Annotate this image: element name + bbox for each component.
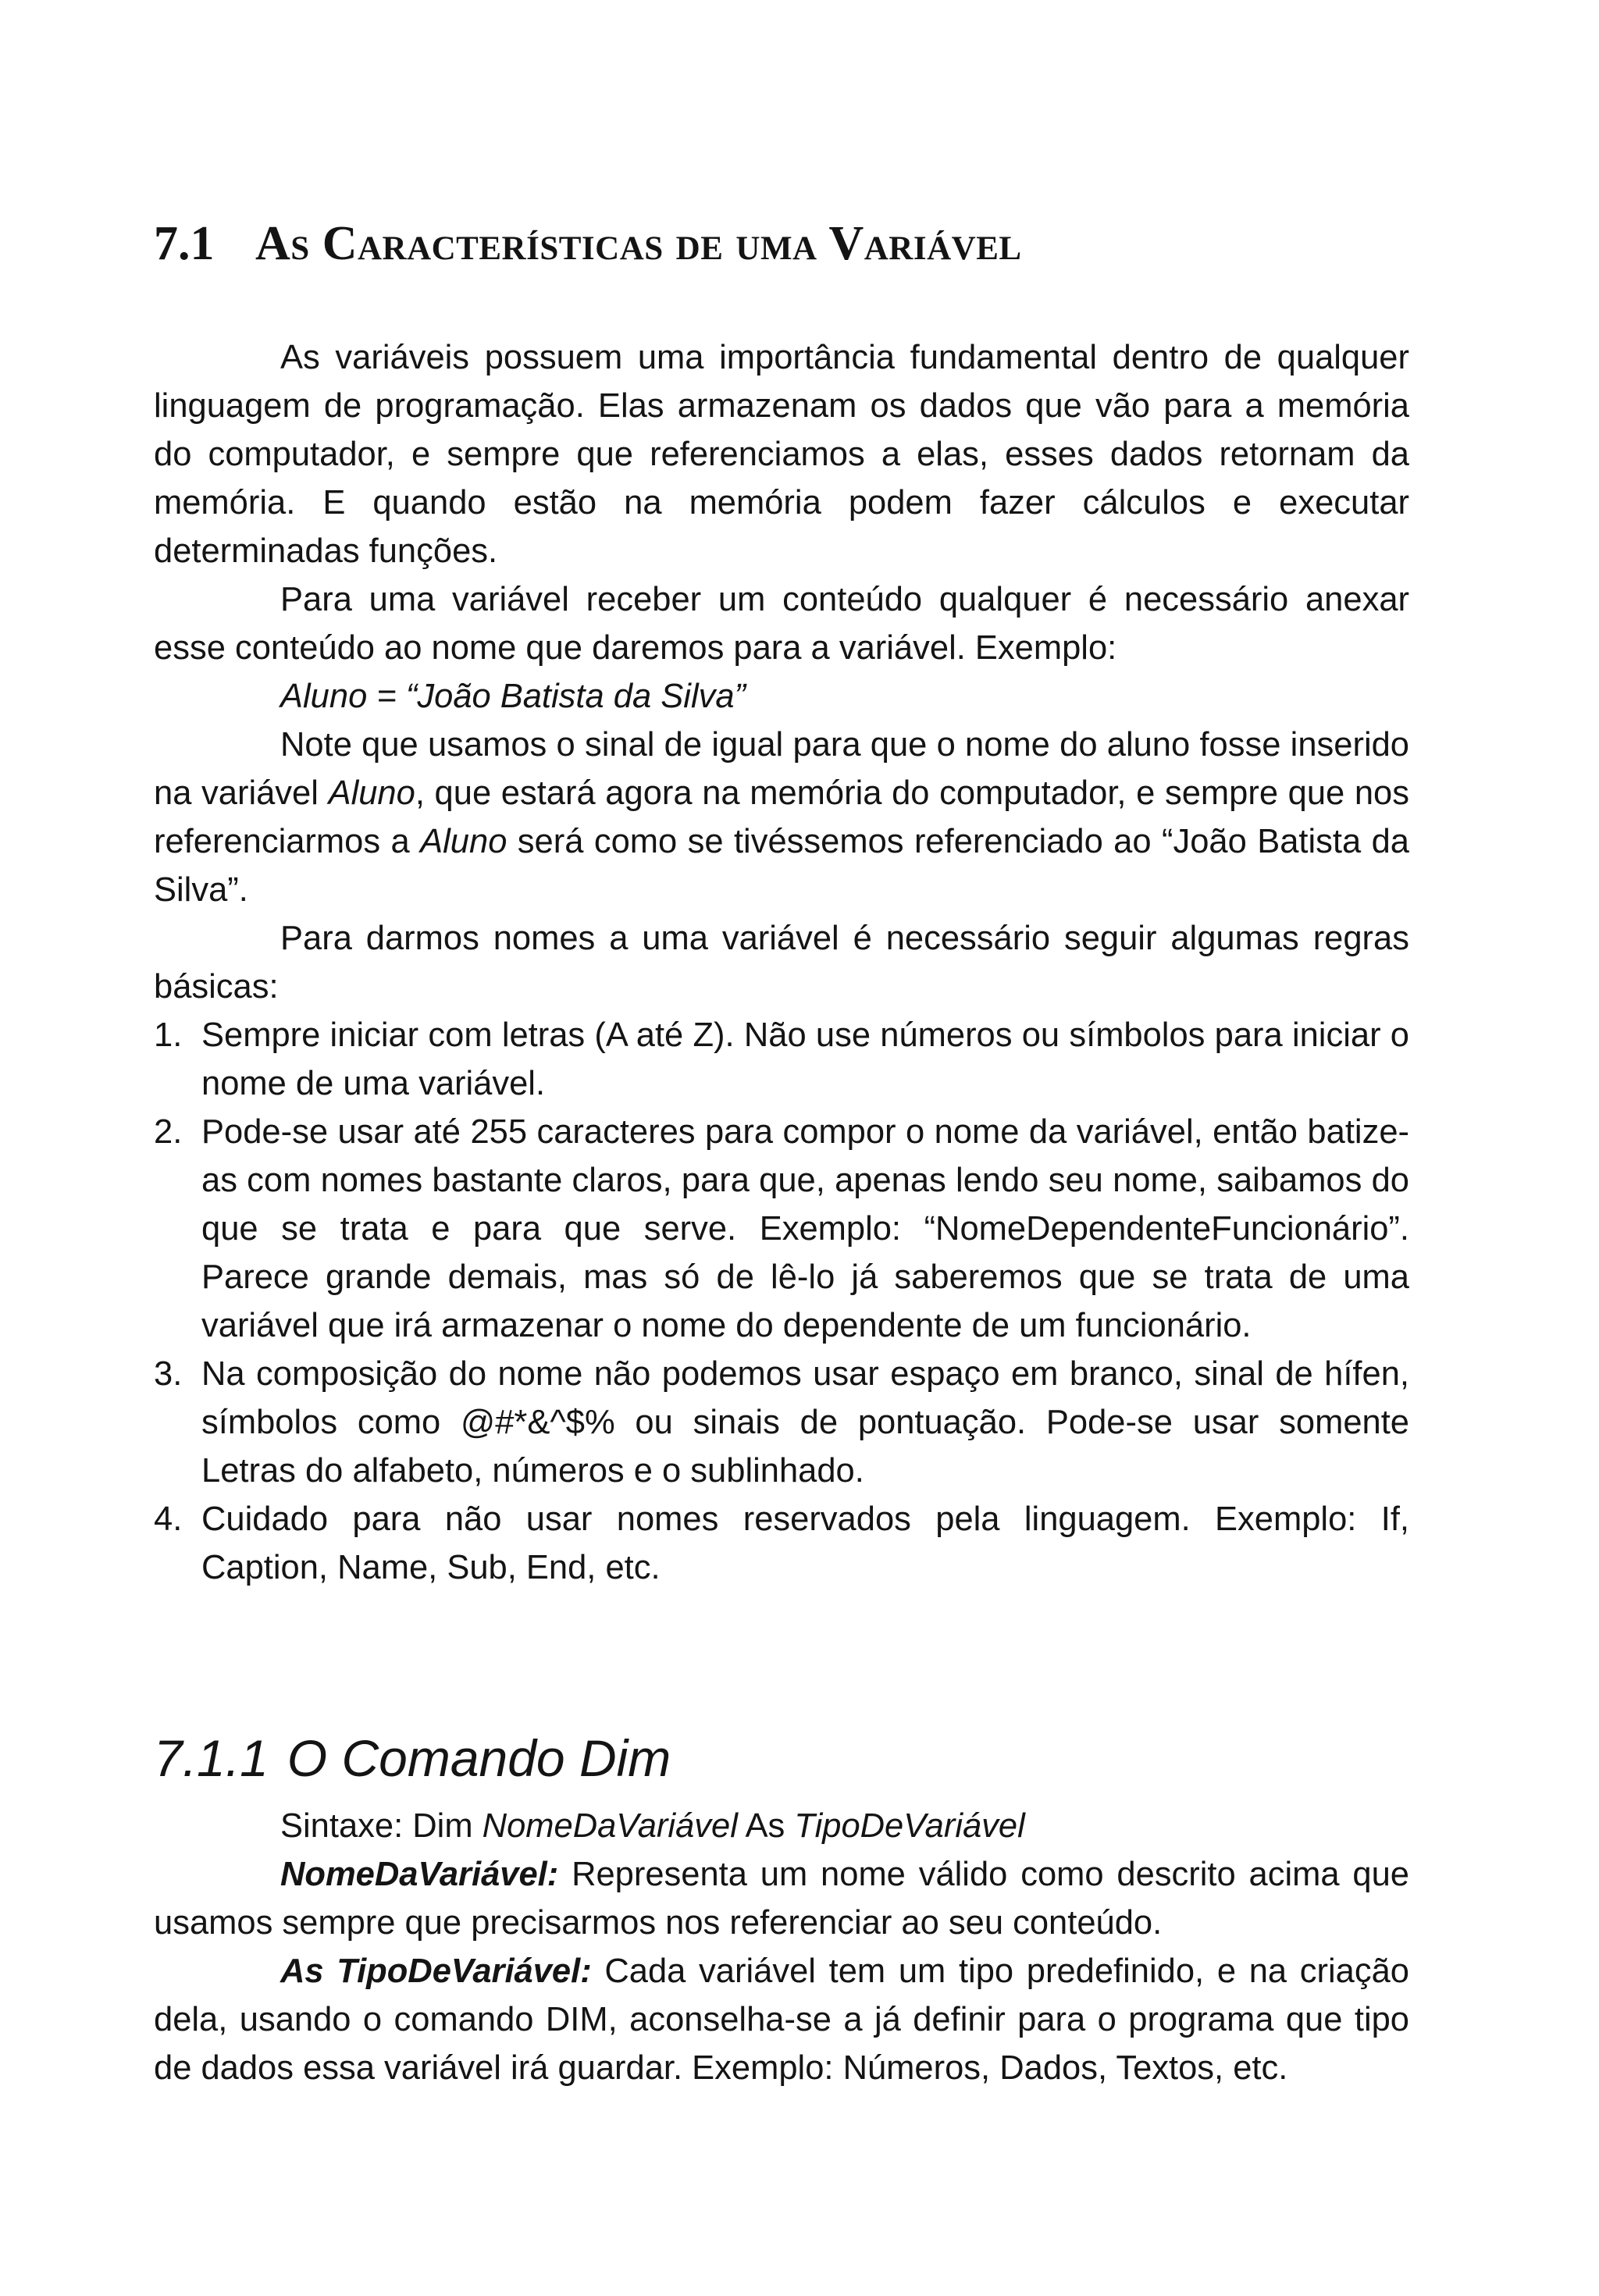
list-item bbox=[154, 1495, 1409, 1592]
note-variable-aluno: Aluno bbox=[328, 774, 415, 812]
paragraph-note bbox=[154, 721, 1409, 914]
syntax-as: As bbox=[737, 1807, 795, 1845]
section-number: 7.1 bbox=[154, 217, 215, 270]
section-title: As Características de uma Variável bbox=[255, 217, 1022, 270]
subsection-body bbox=[154, 1802, 1409, 2092]
definition-term: NomeDaVariável: bbox=[280, 1856, 559, 1893]
paragraph-assignment: Para uma variável receber um conteúdo qualquer é necessário anexar esse conteúdo ao nome que daremos para a variável. Exemplo: bbox=[154, 581, 1409, 667]
list-item bbox=[154, 1011, 1409, 1108]
definition-text: Cada variável tem um tipo predefinido, e na criação dela, usando o comando DIM, aconselha-se a já definir para o programa que tipo de dados essa variável irá guardar. Exemplo: Números, Dados, Textos, etc. bbox=[154, 1952, 1410, 2087]
note-variable-aluno-2: Aluno bbox=[420, 823, 507, 860]
section-heading bbox=[154, 212, 1022, 275]
list-item-number: 4. bbox=[154, 1500, 183, 1538]
definition-variable-type bbox=[154, 1947, 1409, 2092]
section-body bbox=[154, 333, 1409, 1592]
subsection-number: 7.1.1 bbox=[154, 1729, 269, 1787]
definition-term: As TipoDeVariável: bbox=[280, 1952, 592, 1990]
syntax-variable-type: TipoDeVariável bbox=[794, 1807, 1025, 1845]
paragraph-intro: As variáveis possuem uma importância fundamental dentro de qualquer linguagem de programação. Elas armazenam os dados que vão para a memória do computador, e sempre que referenciamos a elas, esses dados retornam da memória. E quando estão na memória podem fazer cálculos e executar determinadas funções. bbox=[154, 339, 1409, 570]
list-item-number: 1. bbox=[154, 1016, 183, 1054]
paragraph-rules-intro: Para darmos nomes a uma variável é necessário seguir algumas regras básicas: bbox=[154, 920, 1409, 1006]
list-item-text: Pode-se usar até 255 caracteres para compor o nome da variável, então batize-as com nomes bastante claros, para que, apenas lendo seu nome, saibamos do que se trata e para que serve. Exemplo: “NomeDependenteFuncionário”. Parece grande demais, mas só de lê-lo já saberemos que se trata de uma variável que irá armazenar o nome do dependente de um funcionário. bbox=[201, 1113, 1409, 1344]
definition-variable-name bbox=[154, 1850, 1409, 1947]
list-item-text: Na composição do nome não podemos usar espaço em branco, sinal de hífen, símbolos como @#*&^$% ou sinais de pontuação. Pode-se usar somente Letras do alfabeto, números e o sublinhado. bbox=[201, 1355, 1409, 1490]
list-item bbox=[154, 1108, 1409, 1350]
example-assignment: Aluno = “João Batista da Silva” bbox=[280, 678, 746, 715]
syntax-line bbox=[154, 1802, 1409, 1850]
list-item-number: 3. bbox=[154, 1355, 183, 1393]
definition-text: Representa um nome válido como descrito acima que usamos sempre que precisarmos nos referenciar ao seu conteúdo. bbox=[154, 1856, 1409, 1942]
note-text-b: , que estará agora na memória do computador, e sempre que nos referenciarmos a bbox=[154, 774, 1409, 860]
note-text-c: será como se tivéssemos referenciado ao “João Batista da Silva”. bbox=[154, 823, 1409, 909]
rules-list bbox=[154, 1011, 1409, 1592]
subsection-title: O Comando Dim bbox=[287, 1729, 671, 1787]
subsection-heading bbox=[154, 1727, 671, 1789]
list-item bbox=[154, 1350, 1409, 1495]
syntax-variable-name: NomeDaVariável bbox=[482, 1807, 738, 1845]
note-text-a: Note que usamos o sinal de igual para que o nome do aluno fosse inserido na variável bbox=[154, 726, 1409, 812]
syntax-prefix: Sintaxe: Dim bbox=[280, 1807, 483, 1845]
list-item-text: Sempre iniciar com letras (A até Z). Não use números ou símbolos para iniciar o nome de uma variável. bbox=[201, 1016, 1409, 1102]
list-item-number: 2. bbox=[154, 1113, 183, 1151]
list-item-text: Cuidado para não usar nomes reservados pela linguagem. Exemplo: If, Caption, Name, Sub, End, etc. bbox=[201, 1500, 1409, 1586]
